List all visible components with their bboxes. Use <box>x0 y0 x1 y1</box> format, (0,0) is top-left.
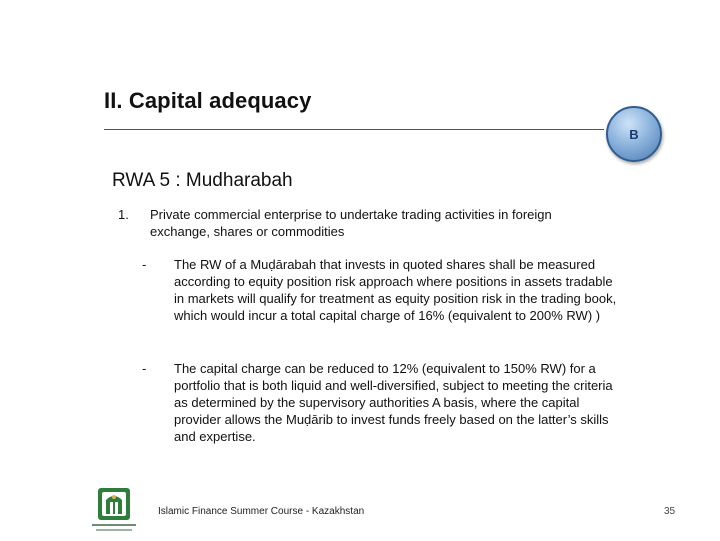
sub-list-text: The capital charge can be reduced to 12% (equivalent to 150% RW) for a portfolio that is both liquid and well-diversified, subject to meeting the criteria as determined by the supervisory authorities A basis, where the capital provider allows the Muḍārib to invest funds freely based on the latter’s skills and expertise. <box>174 361 613 444</box>
footer-text: Islamic Finance Summer Course - Kazakhstan <box>158 506 365 517</box>
page-number: 35 <box>664 506 676 517</box>
section-badge: B <box>606 106 662 162</box>
slide-title: II. Capital adequacy <box>104 88 312 113</box>
slide-subtitle: RWA 5 : Mudharabah <box>112 170 293 191</box>
title-divider <box>104 129 604 130</box>
sub-list-marker: - <box>142 257 147 272</box>
sub-list-marker: - <box>142 361 147 376</box>
list-item-number: 1. <box>118 207 129 222</box>
institute-logo-icon <box>86 484 148 536</box>
sub-list-text: The RW of a Muḍārabah that invests in quoted shares shall be measured according to equity position risk approach where positions in assets tradable in markets will qualify for treatment as equity position risk in the trading book, which would incur a total capital charge of 16% (equivalent to 200% RW) ) <box>174 257 617 323</box>
list-item-text: Private commercial enterprise to undertake trading activities in foreign exchange, shares or commodities <box>150 207 552 239</box>
